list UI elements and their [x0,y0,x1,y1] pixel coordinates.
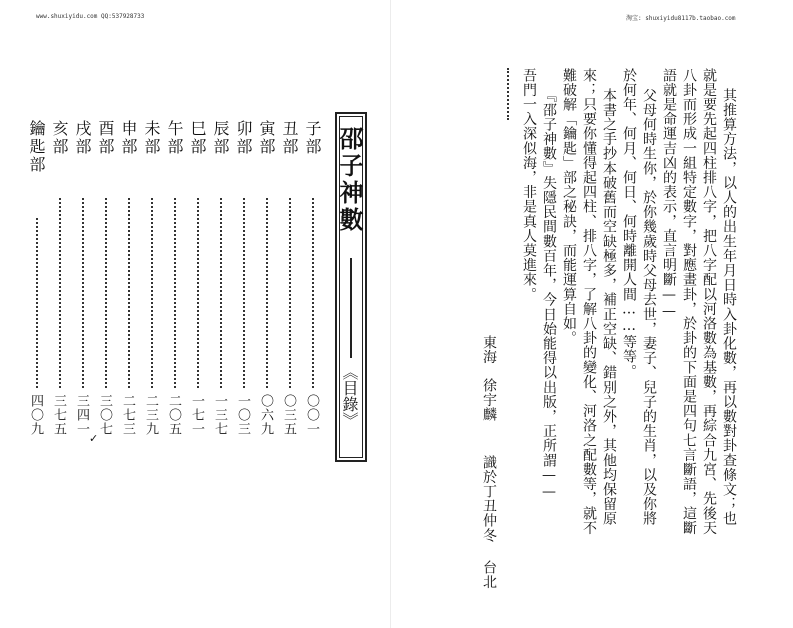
toc-label: 申部 [119,120,138,156]
preface-column-2: 就是要先起四柱排八字，把八字配以河洛數為基數，再綜合九宮、先後天 [701,68,717,536]
preface-column-7: 本書之手抄本破舊而空缺極多，補正空缺、錯別之外，其他均保留原 [601,88,617,526]
toc-leader [128,198,130,388]
preface-column-10: 『邵子神數』失隱民間數百年，今日始能得以出版，正所謂—— [541,88,557,501]
toc-label: 未部 [142,120,161,156]
signature-city: 台北 [481,560,497,590]
toc-leader [289,198,291,388]
preface-column-11: 吾門一入深似海，非是真人莫進來。 [521,68,537,302]
toc-leader [174,198,176,388]
toc-page-number: 〇三五 [281,394,296,436]
preface-column-1: 其推算方法，以人的出生年月日時入卦化數，再以數對卦查條文；也 [721,88,737,526]
toc-leader [220,198,222,388]
toc-label: 戌部 [73,120,92,156]
toc-label: 亥部 [50,120,69,156]
toc-page-number: 一三七 [212,394,227,436]
preface-column-3: 八卦而形成一組特定數字，對應畫卦，於卦的下面是四句七言斷語，這斷 [681,68,697,536]
toc-page-number: 二七三 [120,394,135,436]
preface-column-4: 語就是命運吉凶的表示，直言明斷—— [661,68,677,321]
header-right: 淘宝: shuxiyidu8117b.taobao.com [626,15,736,22]
toc-label: 鑰匙部 [27,120,46,174]
toc-page-number: 一七一 [189,394,204,436]
preface-column-8: 來；只要你懂得起四柱、排八字，了解八卦的變化、河洛之配數等，就不 [581,68,597,536]
toc-label: 酉部 [96,120,115,156]
toc-page-number: 〇六九 [258,394,273,436]
toc-page-number: 四〇九 [28,394,43,436]
toc-leader [82,198,84,388]
toc-page-number: 二〇五 [166,394,181,436]
toc-leader [59,198,61,388]
tick-mark: ✓ [89,432,99,445]
toc-page-number: 三〇七 [97,394,112,436]
book-title: 邵子神數 [335,126,364,234]
toc-label: 辰部 [211,120,230,156]
toc-page-number: 三七五 [51,394,66,436]
toc-leader [243,198,245,388]
toc-label: 卯部 [234,120,253,156]
toc-page-number: 〇〇一 [304,394,319,436]
toc-label: 巳部 [188,120,207,156]
toc-heading: 《目錄》 [340,364,359,428]
toc-page-number: 二三九 [143,394,158,436]
preface-column-9: 難破解「鑰匙」部之秘訣，而能運算自如。 [561,68,577,346]
toc-leader [312,198,314,388]
signature-place: 東海 [481,335,497,365]
preface-column-6: 於何年、何月、何日、何時離開人間……等等。 [621,68,637,379]
toc-page-number: 一〇三 [235,394,250,436]
toc-label: 子部 [303,120,322,156]
toc-page-number: 三四一 [74,394,89,436]
preface-column-5: 父母何時生你，於你幾歲時父母去世，妻子、兒子的生肖，以及你將 [641,88,657,526]
signature-author: 徐宇麟 [481,378,497,422]
toc-leader [266,198,268,388]
toc-leader [105,198,107,388]
toc-label: 寅部 [257,120,276,156]
title-rule [350,258,352,358]
toc-label: 丑部 [280,120,299,156]
page-divider [390,0,391,628]
toc-leader [197,198,199,388]
toc-label: 午部 [165,120,184,156]
signature-note: 識於丁丑仲冬 [481,455,497,543]
dotted-rule [507,68,509,120]
toc-leader [151,198,153,388]
toc-leader [36,218,38,388]
header-left: www.shuxiyidu.com QQ:537928733 [36,13,145,20]
